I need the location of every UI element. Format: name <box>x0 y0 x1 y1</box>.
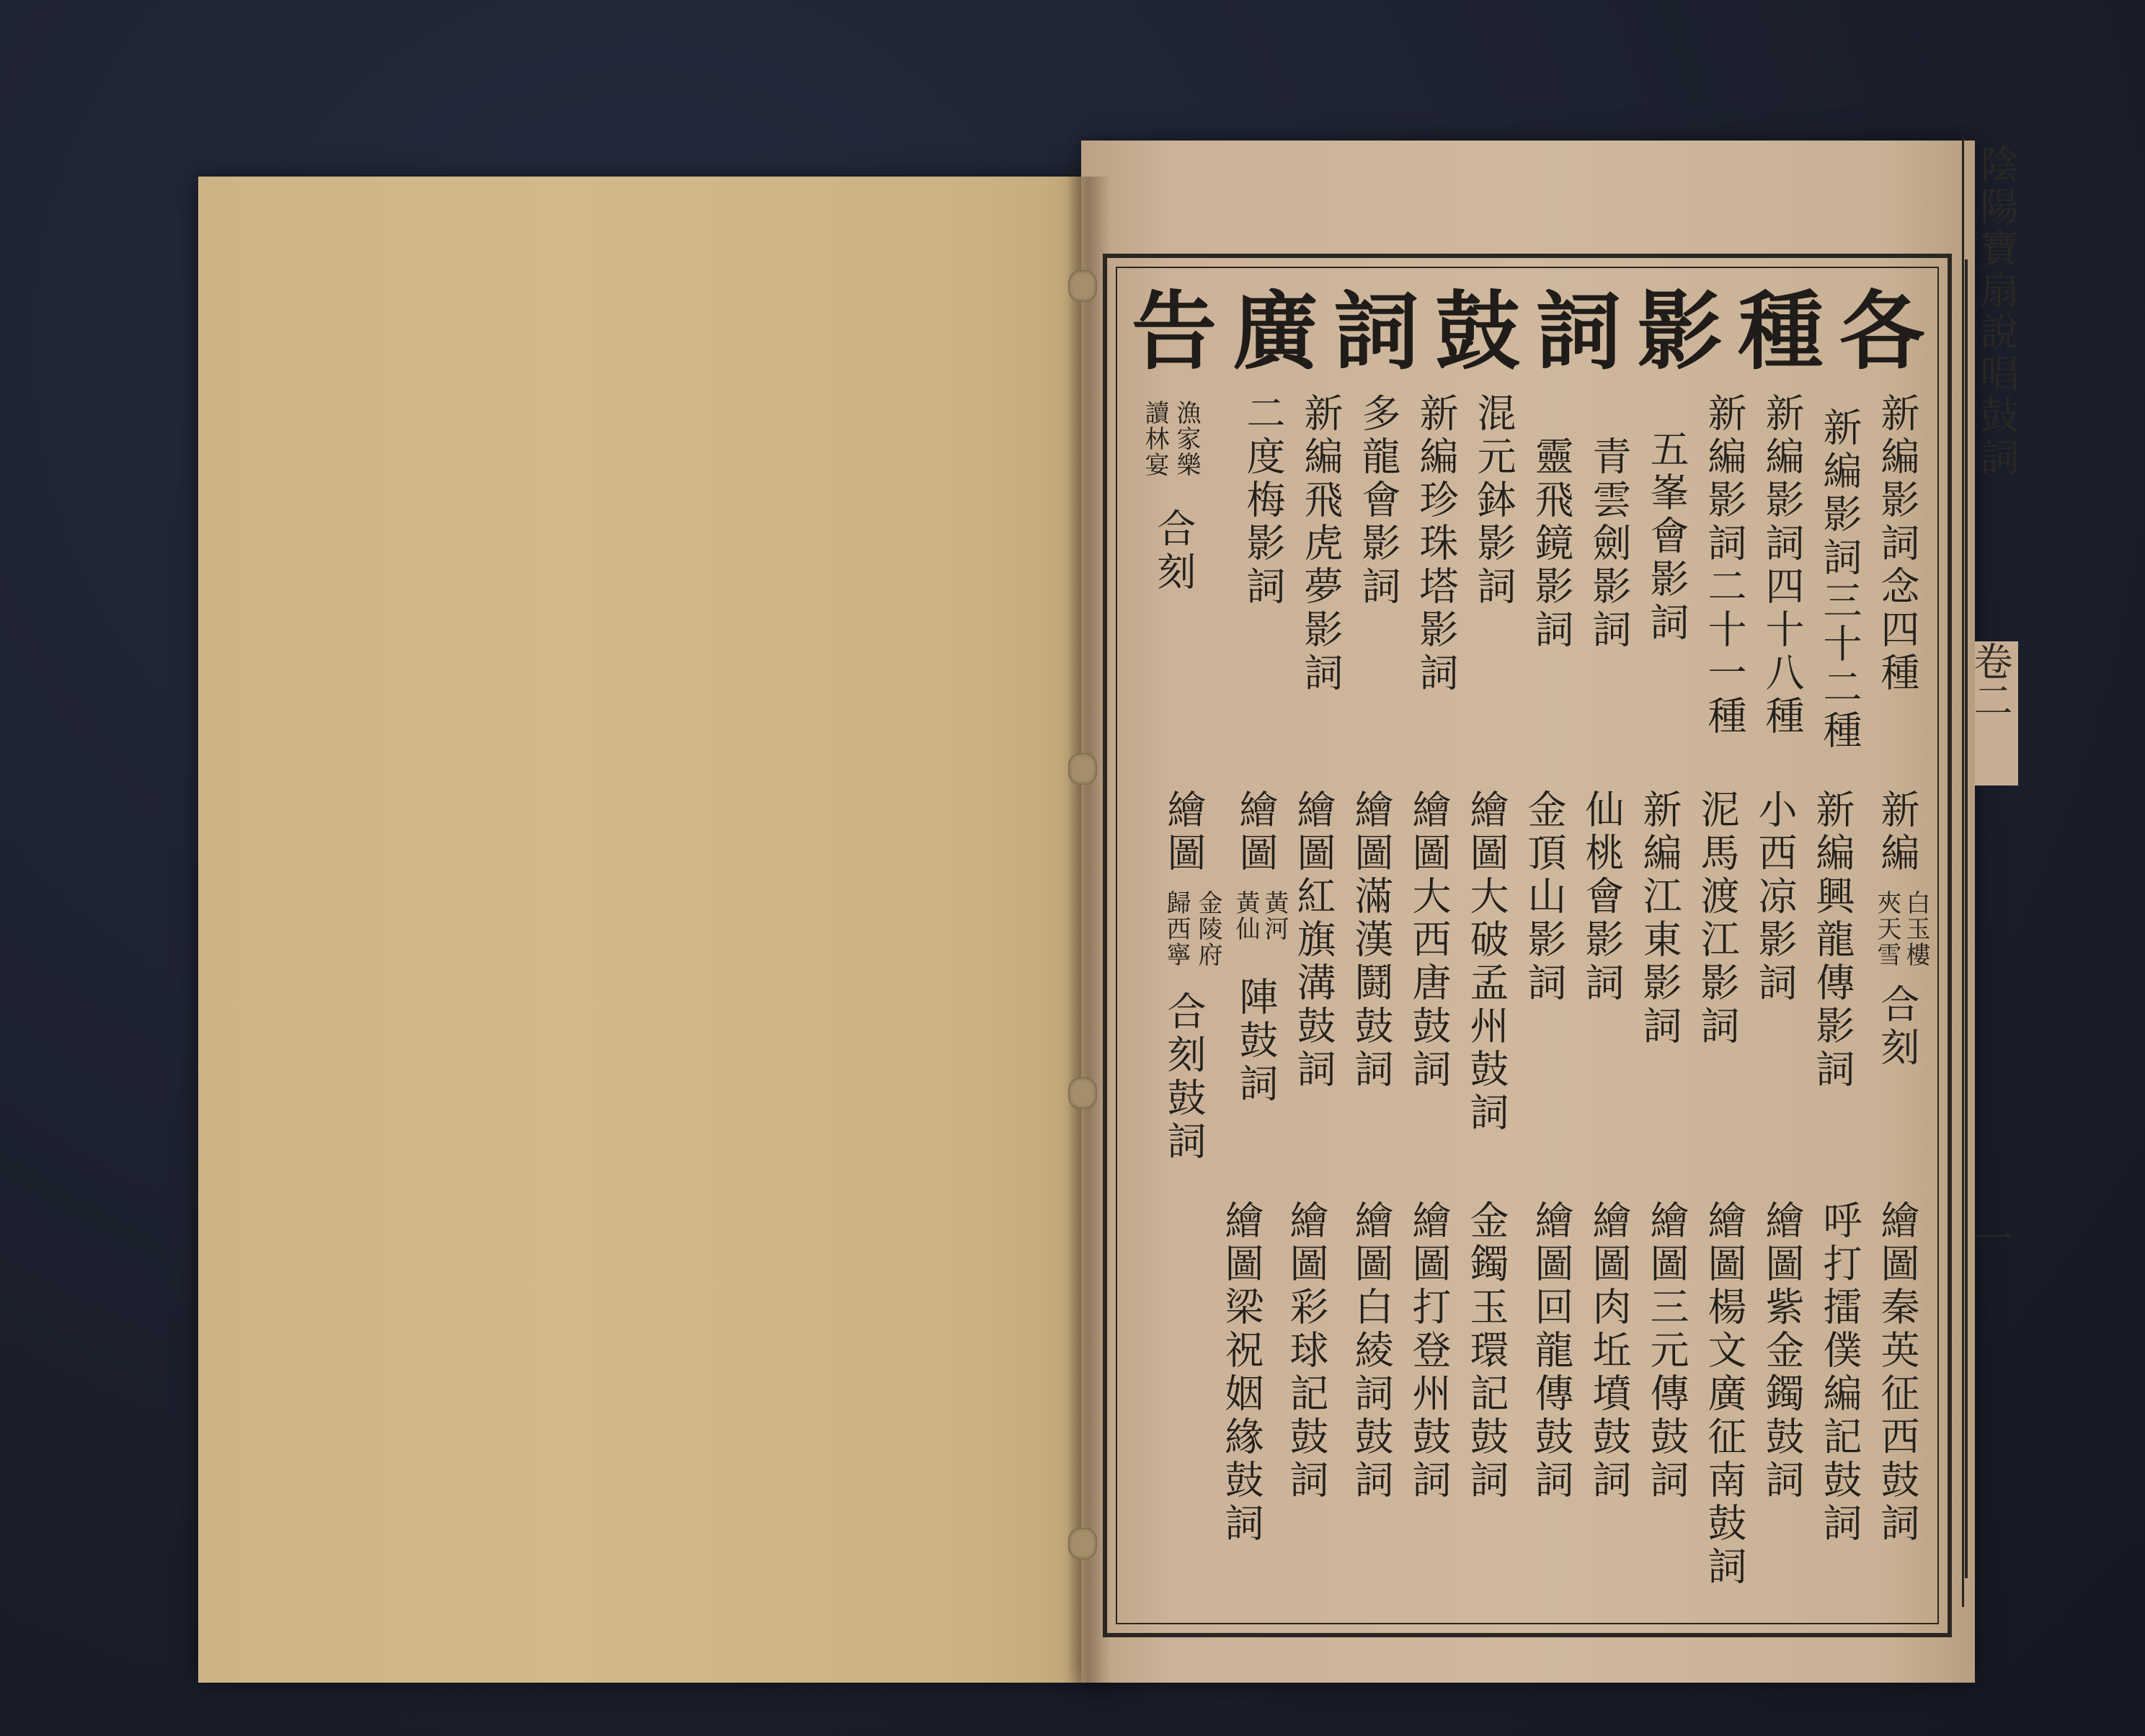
inline-note: 夾天雪 <box>1873 890 1901 968</box>
inline-note: 黃河 <box>1260 890 1289 942</box>
title-entry: 繪圖彩球記鼓詞 <box>1284 1200 1329 1503</box>
title-entry: 新編珍珠塔影詞 <box>1413 393 1459 695</box>
title-entry: 五峯會影詞 <box>1644 429 1689 645</box>
title-entry-combined <box>1225 789 1290 1164</box>
title-entry: 繪圖梁祝姻緣鼓詞 <box>1219 1200 1264 1546</box>
column-rule <box>1962 137 1964 1607</box>
title-char: 告 <box>1132 281 1217 381</box>
title-entry: 呼打擂僕編記鼓詞 <box>1817 1200 1862 1546</box>
entry-tail: 合刻鼓詞 <box>1161 991 1207 1164</box>
title-entry: 混元鉢影詞 <box>1471 393 1516 609</box>
entry-tail: 陣鼓詞 <box>1233 976 1279 1106</box>
title-entry: 新編影詞二十一種 <box>1702 393 1747 739</box>
title-entry: 繪圖滿漢鬪鼓詞 <box>1349 789 1394 1092</box>
title-entry: 金鐲玉環記鼓詞 <box>1464 1200 1509 1503</box>
title-char: 廣 <box>1233 281 1318 381</box>
inline-note: 漁家樂 <box>1172 400 1201 478</box>
title-entry-combined <box>1153 789 1225 1193</box>
title-entry: 繪圖紫金鐲鼓詞 <box>1759 1200 1805 1503</box>
entry-tail: 合刻 <box>1875 984 1920 1070</box>
inline-note: 黃仙 <box>1231 890 1260 942</box>
title-entry: 繪圖紅旗溝鼓詞 <box>1291 789 1336 1092</box>
title-entry: 新編影詞四十八種 <box>1759 393 1805 739</box>
page-number: 一 <box>1968 1218 2013 1257</box>
title-entry: 新編影詞念四種 <box>1875 393 1920 695</box>
title-entry: 新編影詞三十二種 <box>1817 407 1862 753</box>
book-side-title: 陰陽寶扇說唱鼓詞 <box>1974 144 2020 478</box>
title-entry: 繪圖回龍傳鼓詞 <box>1529 1200 1574 1503</box>
title-entry: 新編江東影詞 <box>1637 789 1682 1049</box>
title-entry: 二度梅影詞 <box>1240 393 1286 609</box>
inline-note: 讀林宴 <box>1140 400 1169 478</box>
title-entry: 小西凉影詞 <box>1752 789 1798 1005</box>
advert-title <box>1124 274 1932 389</box>
title-char: 種 <box>1738 281 1824 381</box>
blank-left-page <box>198 177 1121 1683</box>
title-entry: 繪圖肉坵墳鼓詞 <box>1586 1200 1632 1503</box>
title-entry: 多龍會影詞 <box>1356 393 1401 609</box>
title-entry: 繪圖大西唐鼓詞 <box>1406 789 1452 1092</box>
entry-lead: 繪圖 <box>1161 789 1207 876</box>
inline-note: 金陵府 <box>1194 890 1222 968</box>
title-char: 各 <box>1839 281 1924 381</box>
volume-label: 卷二 <box>1975 641 2018 785</box>
binding-stitch <box>1068 270 1097 302</box>
binding-stitch <box>1068 753 1097 785</box>
title-entry: 繪圖打登州鼓詞 <box>1406 1200 1452 1503</box>
entry-tail: 合刻 <box>1151 508 1196 595</box>
title-entry: 繪圖大破孟州鼓詞 <box>1464 789 1509 1135</box>
binding-stitch <box>1068 1528 1097 1559</box>
inline-note: 白玉樓 <box>1901 890 1930 968</box>
inline-note: 歸西寧 <box>1162 890 1191 968</box>
title-entry: 繪圖楊文廣征南鼓詞 <box>1702 1200 1747 1589</box>
title-entry: 靈飛鏡影詞 <box>1529 436 1574 652</box>
binding-stitch <box>1068 1077 1097 1109</box>
title-entry: 金頂山影詞 <box>1522 789 1567 1005</box>
entry-lead: 新編 <box>1875 789 1920 876</box>
title-char: 鼓 <box>1434 281 1520 381</box>
title-entry: 繪圖秦英征西鼓詞 <box>1875 1200 1920 1546</box>
title-entry: 泥馬渡江影詞 <box>1695 789 1740 1049</box>
title-char: 詞 <box>1333 281 1419 381</box>
title-entry: 青雲劍影詞 <box>1586 436 1632 652</box>
title-entry: 繪圖白綾詞鼓詞 <box>1349 1200 1394 1503</box>
title-entry-combined <box>1867 789 1932 1178</box>
title-entry: 新編興龍傳影詞 <box>1810 789 1855 1092</box>
title-char: 影 <box>1637 281 1723 381</box>
title-entry-combined <box>1124 400 1218 659</box>
title-entry: 繪圖三元傳鼓詞 <box>1644 1200 1689 1503</box>
title-entry: 新編飛虎夢影詞 <box>1298 393 1344 695</box>
title-entry: 仙桃會影詞 <box>1579 789 1625 1005</box>
entry-lead: 繪圖 <box>1233 789 1279 876</box>
title-char: 詞 <box>1536 281 1622 381</box>
